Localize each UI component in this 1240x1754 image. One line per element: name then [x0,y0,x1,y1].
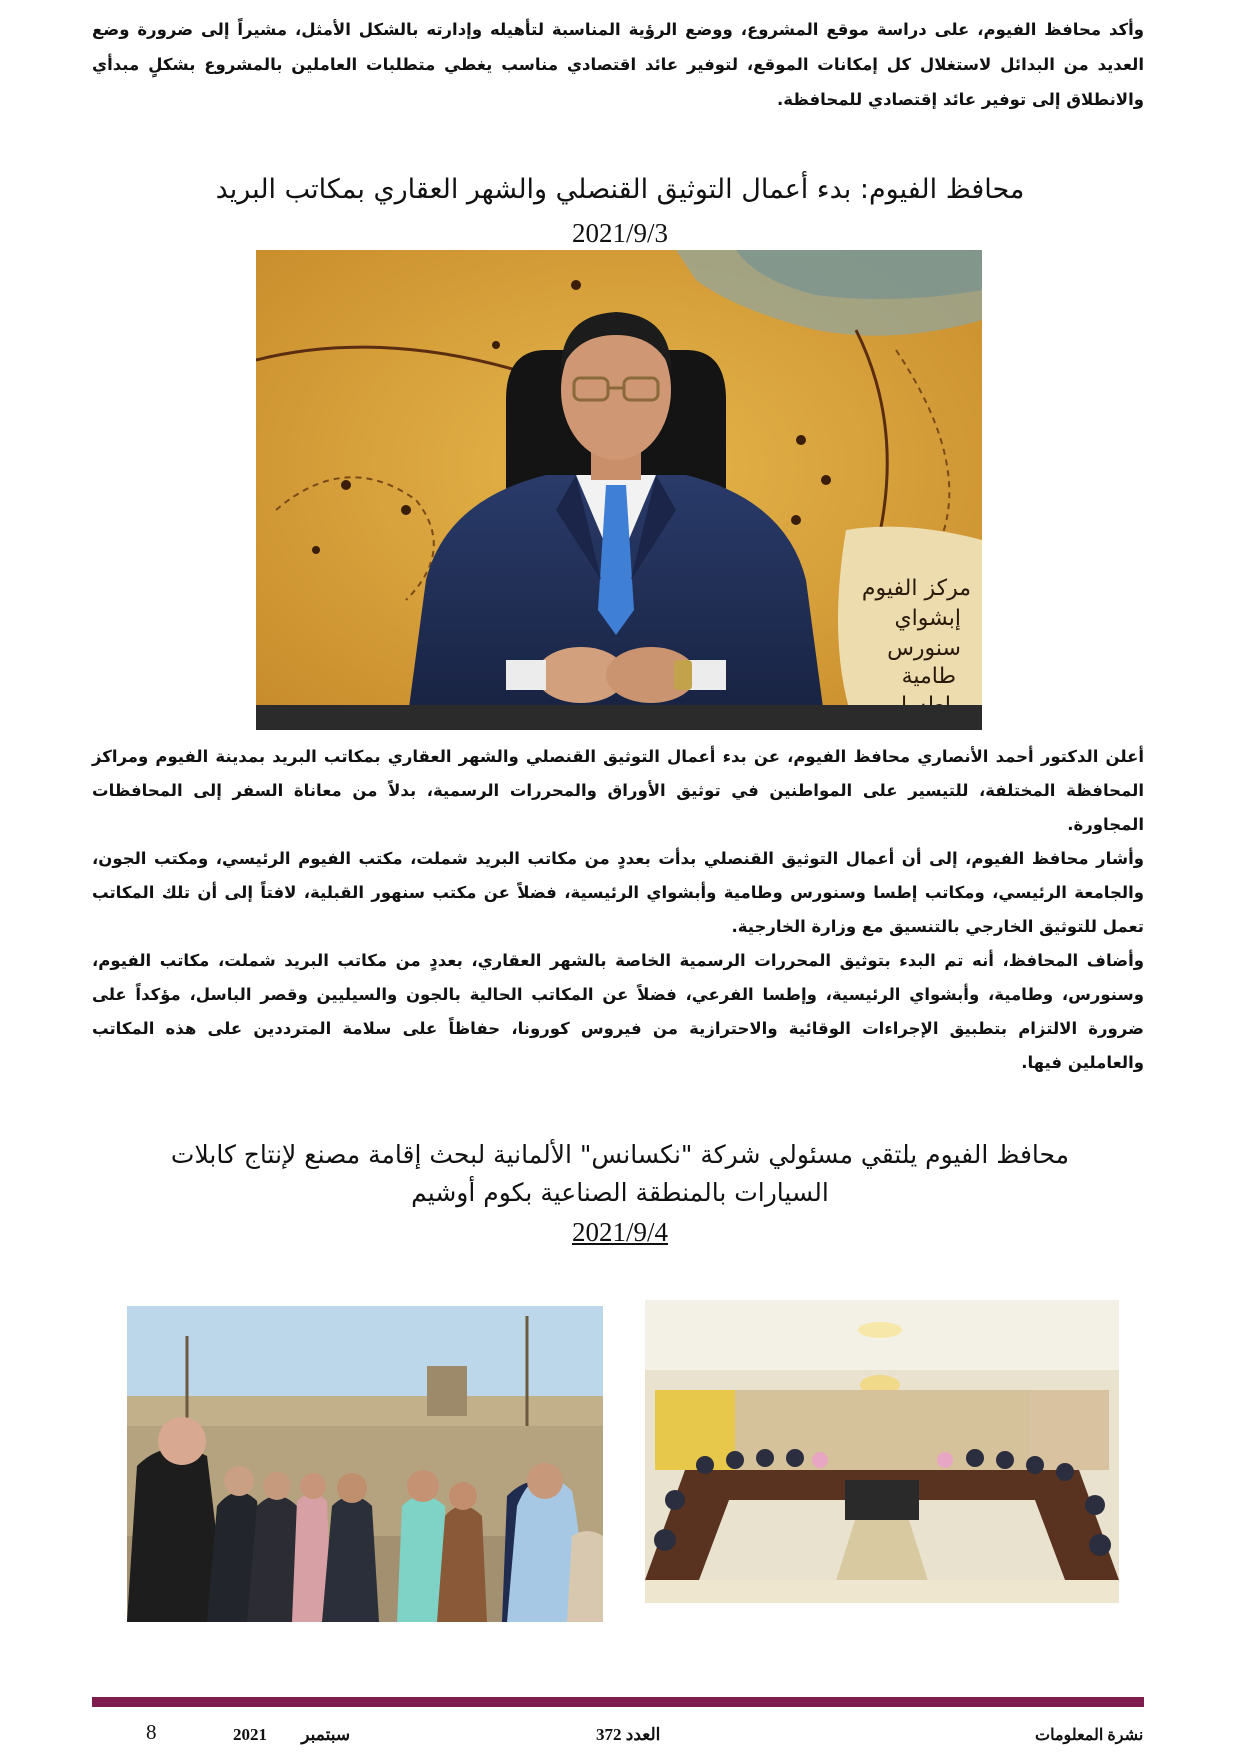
map-label-2: إبشواي [894,606,961,631]
article1-body [92,740,1144,1080]
footer-year: 2021 [233,1725,267,1744]
footer-date [233,1725,350,1745]
site-visit-drawing [127,1306,603,1622]
article1-paragraph-2: وأشار محافظ الفيوم، إلى أن أعمال التوثيق القنصلي بدأت بعددٍ من مكاتب البريد شملت، مكتب الفيوم الرئيسي، ومكتب الجون، والجامعة الرئيسي، ومكاتب إطسا وسنورس وطامية وأبشواي الرئيسية، فضلاً عن مكتب سنهور القبلية، لافتاً إلى أن تلك المكاتب تعمل للتوثيق الخارجي بالتنسيق مع وزارة الخارجية. [92,849,1144,936]
article2-title-line-1: محافظ الفيوم يلتقي مسئولي شركة "نكسانس" الألمانية لبحث إقامة مصنع لإنتاج كابلات [170,1140,1070,1169]
article2-date: 2021/9/4 [571,1217,668,1247]
intro-text: وأكد محافظ الفيوم، على دراسة موقع المشروع، ووضع الرؤية المناسبة لتأهيله وإدارته بالشكل الأمثل، مشيراً إلى ضرورة وضع العديد من البدائل لاستغلال كل إمكانات الموقع، لتوفير عائد اقتصادي مناسب يغطي متطلبات العاملين بالمشروع بشكلٍ مبدأي والانطلاق إلى توفير عائد إقتصادي للمحافظة. [92,20,1144,109]
footer-issue-number: 372 [596,1725,622,1744]
article1-title: محافظ الفيوم: بدء أعمال التوثيق القنصلي والشهر العقاري بمكاتب البريد [215,174,1025,205]
intro-paragraph [92,12,1144,117]
footer-issue [596,1725,660,1745]
article1-date: 2021/9/3 [571,218,668,248]
meeting-room-drawing [645,1300,1119,1603]
site-visit-photo [127,1306,603,1622]
footer-page-number: 8 [146,1720,157,1744]
map-label-4: طامية [901,664,956,689]
meeting-room-photo [645,1300,1119,1603]
footer-publication: نشرة المعلومات [1035,1727,1144,1744]
map-label-3: سنورس [887,636,961,661]
footer-issue-label: العدد [625,1725,661,1744]
footer-month: سبتمبر [301,1725,351,1744]
article1-paragraph-3: وأضاف المحافظ، أنه تم البدء بتوثيق المحررات الرسمية الخاصة بالشهر العقاري، بعددٍ من مكاتب البريد شملت، مكاتب الفيوم، وسنورس، وطامية، وأبشواي الرئيسية، وإطسا الفرعي، فضلاً عن المكاتب الحالية بالجون والسيليين وقصر الباسل، مؤكداً على ضرورة الالتزام بتطبيق الإجراءات الوقائية والاحترازية من فيروس كورونا، حفاظاً على سلامة المترددين على هذه المكاتب والعاملين فيها. [92,951,1144,1072]
governor-photo [256,250,982,730]
map-label-1: مركز الفيوم [861,576,971,601]
footer-bar [92,1697,1144,1707]
article1-paragraph-1: أعلن الدكتور أحمد الأنصاري محافظ الفيوم، عن بدء أعمال التوثيق القنصلي والشهر العقاري بمكاتب البريد بمدينة الفيوم ومراكز المحافظة المختلفة، للتيسير على المواطنين في توثيق الأوراق والمحررات الرسمية، بدلاً من معاناة السفر إلى المحافظات المجاورة. [92,747,1144,834]
governor-photo-drawing [256,250,982,730]
article2-title-line-2: السيارات بالمنطقة الصناعية بكوم أوشيم [411,1178,829,1207]
